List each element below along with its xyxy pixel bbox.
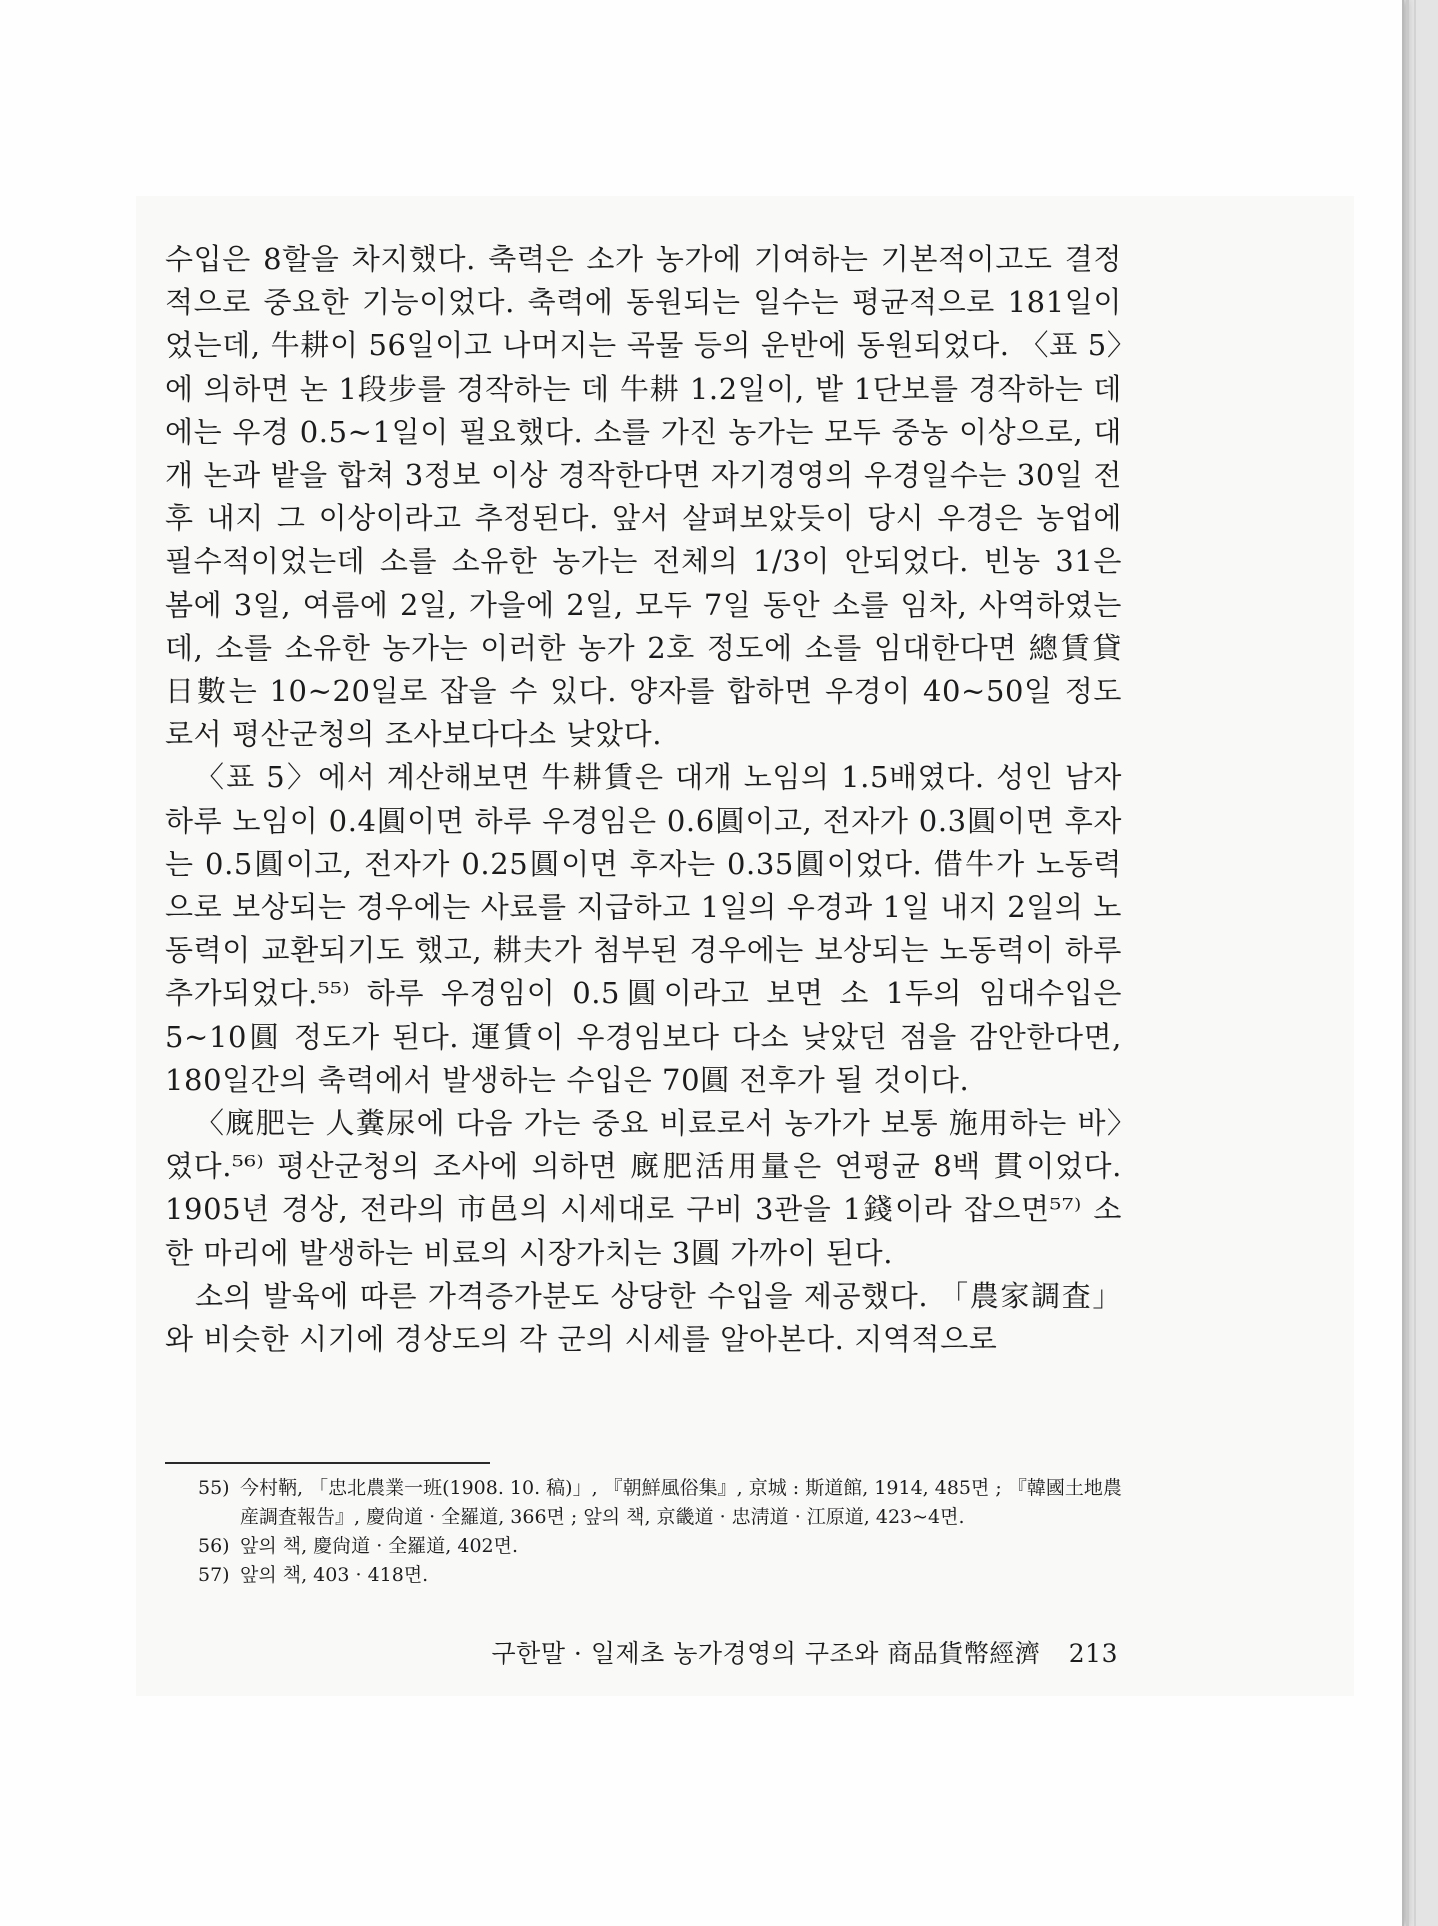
paragraph-1: 수입은 8할을 차지했다. 축력은 소가 농가에 기여하는 기본적이고도 결정적으로 중요한 기능이었다. 축력에 동원되는 일수는 평균적으로 181일이었는데, 牛耕이 56일이고 나머지는 곡물 등의 운반에 동원되었다. 〈표 5〉에 의하면 논 1段步를 경작하는 데 牛耕 1.2일이, 밭 1단보를 경작하는 데에는 우경 0.5~1일이 필요했다. 소를 가진 농가는 모두 중농 이상으로, 대개 논과 밭을 합쳐 3정보 이상 경작한다면 자기경영의 우경일수는 30일 전후 내지 그 이상이라고 추정된다. 앞서 살펴보았듯이 당시 우경은 농업에 필수적이었는데 소를 소유한 농가는 전체의 1/3이 안되었다. 빈농 31은 봄에 3일, 여름에 2일, 가을에 2일, 모두 7일 동안 소를 임차, 사역하였는데, 소를 소유한 농가는 이러한 농가 2호 정도에 소를 임대한다면 總賃貸日數는 10~20일로 잡을 수 있다. 양자를 합하면 우경이 40~50일 정도로서 평산군청의 조사보다다소 낮았다. — [165, 242, 1122, 752]
body-text — [165, 238, 1122, 1361]
page-number: 213 — [1068, 1639, 1118, 1668]
page-stack-edge — [1406, 0, 1409, 1926]
footnote-56 — [198, 1532, 1123, 1561]
footnote-number: 57) — [198, 1564, 230, 1586]
running-footer — [438, 1634, 1118, 1670]
footnote-text: 앞의 책, 403 · 418면. — [240, 1564, 429, 1586]
page-stack-edge — [1414, 0, 1416, 1926]
footnote-number: 56) — [198, 1535, 230, 1557]
footnote-55 — [198, 1474, 1123, 1532]
footnote-text: 앞의 책, 慶尙道 · 全羅道, 402면. — [240, 1535, 519, 1557]
paragraph-2: 〈표 5〉에서 계산해보면 牛耕賃은 대개 노임의 1.5배였다. 성인 남자 하루 노임이 0.4圓이면 하루 우경임은 0.6圓이고, 전자가 0.3圓이면 후자는 0.5圓이고, 전자가 0.25圓이면 후자는 0.35圓이었다. 借牛가 노동력으로 보상되는 경우에는 사료를 지급하고 1일의 우경과 1일 내지 2일의 노동력이 교환되기도 했고, 耕夫가 첨부된 경우에는 보상되는 노동력이 하루 추가되었다.⁵⁵⁾ 하루 우경임이 0.5圓이라고 보면 소 1두의 임대수입은 5~10圓 정도가 된다. 運賃이 우경임보다 다소 낮았던 점을 감안한다면, 180일간의 축력에서 발생하는 수입은 70圓 전후가 될 것이다. — [165, 760, 1122, 1097]
footnote-divider — [165, 1462, 490, 1464]
paragraph-4: 소의 발육에 따른 가격증가분도 상당한 수입을 제공했다. 「農家調査」와 비슷한 시기에 경상도의 각 군의 시세를 알아본다. 지역적으로 — [165, 1278, 1122, 1357]
footnote-number: 55) — [198, 1477, 230, 1499]
running-footer-title: 구한말 · 일제초 농가경영의 구조와 商品貨幣經濟 — [491, 1639, 1041, 1668]
paragraph-3: 〈廐肥는 人糞尿에 다음 가는 중요 비료로서 농가가 보통 施用하는 바〉였다.⁵⁶⁾ 평산군청의 조사에 의하면 廐肥活用量은 연평균 8백 貫이었다. 1905년 경상, 전라의 市邑의 시세대로 구비 3관을 1錢이라 잡으면⁵⁷⁾ 소 한 마리에 발생하는 비료의 시장가치는 3圓 가까이 된다. — [165, 1106, 1122, 1270]
footnote-text: 今村鞆, 「忠北農業一班(1908. 10. 稿)」, 『朝鮮風俗集』, 京城 : 斯道館, 1914, 485면 ; 『韓國土地農産調査報告』, 慶尙道 · 全羅道, 366면 ; 앞의 책, 京畿道 · 忠淸道 · 江原道, 423~4면. — [240, 1477, 1122, 1528]
footnotes — [198, 1474, 1123, 1590]
footnote-57 — [198, 1561, 1123, 1590]
